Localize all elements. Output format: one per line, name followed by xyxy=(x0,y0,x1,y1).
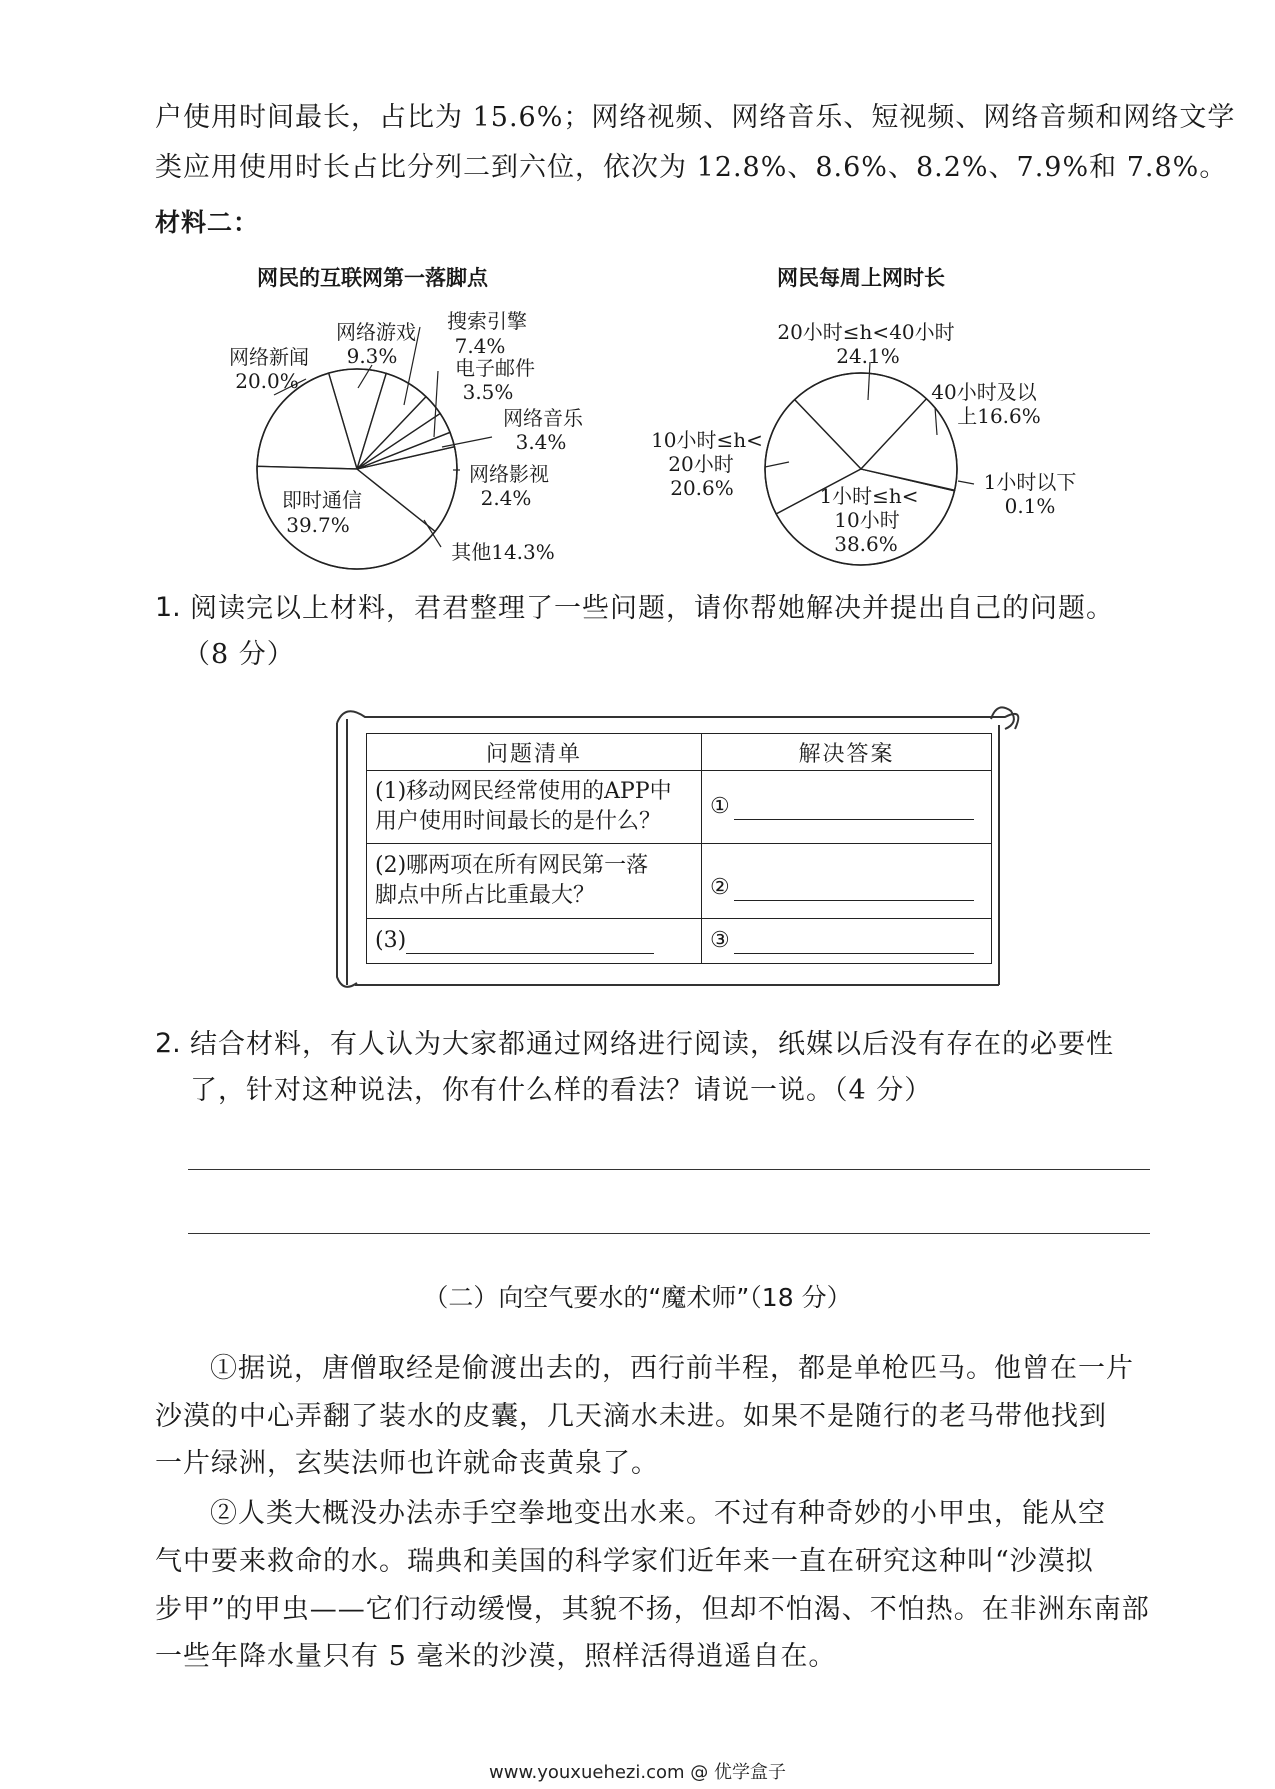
header-question-list: 问题清单 xyxy=(367,734,702,771)
paragraph-1-line-1: ①据说，唐僧取经是偷渡出去的，西行前半程，都是单枪匹马。他曾在一片 xyxy=(210,1353,1134,1384)
paragraph-1-line-2: 沙漠的中心弄翻了装水的皮囊，几天滴水未进。如果不是随行的老马带他找到 xyxy=(155,1401,1107,1432)
answer-2-marker: ② xyxy=(710,875,730,900)
scroll-right-curl xyxy=(991,707,1014,729)
question-1-points: （8 分） xyxy=(183,639,295,670)
question-answer-table xyxy=(366,733,992,964)
answer-line-1[interactable] xyxy=(188,1169,1150,1170)
label-h1-mid: 10小时 xyxy=(834,508,900,532)
intro-line-1: 户使用时间最长，占比为 15.6%；网络视频、网络音乐、短视频、网络音频和网络文学 xyxy=(155,102,1236,133)
question-1-number: 1. xyxy=(155,592,181,623)
question-cell-1 xyxy=(367,771,702,844)
paragraph-2-line-4: 一些年降水量只有 5 毫米的沙漠，照样活得逍遥自在。 xyxy=(155,1641,837,1672)
label-video: 网络影视 xyxy=(469,462,549,486)
label-im: 即时通信 xyxy=(282,488,362,512)
label-h10-mid: 20小时 xyxy=(668,452,734,476)
label-game: 网络游戏 xyxy=(336,320,416,344)
question-1-line-2: 用户使用时间最长的是什么？ xyxy=(375,809,662,834)
label-h10-value: 20.6% xyxy=(670,476,734,500)
label-hlow-value: 0.1% xyxy=(1004,494,1056,518)
label-h40: 40小时及以 xyxy=(931,380,1037,404)
label-h1-value: 38.6% xyxy=(834,532,898,556)
question-2-line-2: 脚点中所占比重最大？ xyxy=(375,883,596,908)
table-header-row xyxy=(367,734,992,771)
header-answer: 解决答案 xyxy=(702,734,992,771)
label-search-value: 7.4% xyxy=(454,334,506,358)
label-news-value: 20.0% xyxy=(235,369,299,393)
label-email-value: 3.5% xyxy=(462,380,514,404)
question-2-line-2-text: 了，针对这种说法，你有什么样的看法？请说一说。（4 分） xyxy=(190,1075,933,1106)
label-video-value: 2.4% xyxy=(480,486,532,510)
question-3-blank[interactable] xyxy=(406,928,654,954)
answer-line-2[interactable] xyxy=(188,1233,1150,1234)
label-search: 搜索引擎 xyxy=(447,309,527,333)
label-h1: 1小时≤h< xyxy=(819,484,919,508)
table-row xyxy=(367,919,992,964)
paragraph-1-line-3: 一片绿洲，玄奘法师也许就命丧黄泉了。 xyxy=(155,1448,659,1479)
paragraph-2-line-1: ②人类大概没办法赤手空拳地变出水来。不过有种奇妙的小甲虫，能从空 xyxy=(210,1498,1106,1529)
label-h10: 10小时≤h< xyxy=(651,428,763,452)
answer-2-blank[interactable] xyxy=(734,875,974,901)
answer-cell-1[interactable] xyxy=(702,771,992,844)
label-h20-value: 24.1% xyxy=(836,344,900,368)
question-2-line-1-text: 结合材料，有人认为大家都通过网络进行阅读，纸媒以后没有存在的必要性 xyxy=(190,1029,1114,1060)
table-row xyxy=(367,771,992,844)
material-2-label: 材料二： xyxy=(155,208,260,237)
paragraph-2-line-2: 气中要来救命的水。瑞典和美国的科学家们近年来一直在研究这种叫“沙漠拟 xyxy=(155,1546,1094,1577)
question-cell-2 xyxy=(367,844,702,919)
leader-line-hlow xyxy=(958,481,974,484)
label-other: 其他14.3% xyxy=(451,540,555,564)
section-2-title: （二）向空气要水的“魔术师”（18 分） xyxy=(423,1283,852,1312)
pie-chart-first-destination xyxy=(0,300,640,580)
label-music-value: 3.4% xyxy=(515,430,567,454)
intro-line-2: 类应用使用时长占比分列二到六位，依次为 12.8%、8.6%、8.2%、7.9%和 7.8%。 xyxy=(155,152,1228,183)
label-email: 电子邮件 xyxy=(455,356,535,380)
answer-3-blank[interactable] xyxy=(734,928,974,954)
question-2-number: 2. xyxy=(155,1028,181,1059)
answer-1-blank[interactable] xyxy=(734,794,974,820)
question-3-label: (3) xyxy=(375,928,407,953)
label-music: 网络音乐 xyxy=(503,406,583,430)
label-news: 网络新闻 xyxy=(229,345,309,369)
table-row xyxy=(367,844,992,919)
pie-chart-weekly-hours xyxy=(640,300,1275,580)
scroll-top-edge xyxy=(337,711,1018,729)
answer-cell-3[interactable] xyxy=(702,919,992,964)
question-1-line-1: (1)移动网民经常使用的APP中 xyxy=(375,779,672,804)
answer-1-marker: ① xyxy=(710,794,730,819)
question-2-line-1: (2)哪两项在所有网民第一落 xyxy=(375,853,649,878)
question-cell-3[interactable] xyxy=(367,919,702,964)
label-im-value: 39.7% xyxy=(286,513,350,537)
label-h40-value: 上16.6% xyxy=(957,404,1041,428)
footer-watermark: www.youxuehezi.com @ 优学盒子 xyxy=(489,1762,786,1783)
label-h20: 20小时≤h<40小时 xyxy=(777,320,955,344)
chart-2-title: 网民每周上网时长 xyxy=(777,266,945,290)
answer-3-marker: ③ xyxy=(710,928,730,953)
label-game-value: 9.3% xyxy=(346,344,398,368)
chart-1-title: 网民的互联网第一落脚点 xyxy=(257,266,488,290)
paragraph-2-line-3: 步甲”的甲虫——它们行动缓慢，其貌不扬，但却不怕渴、不怕热。在非洲东南部 xyxy=(155,1594,1150,1625)
answer-cell-2[interactable] xyxy=(702,844,992,919)
question-1-text: 阅读完以上材料，君君整理了一些问题，请你帮她解决并提出自己的问题。 xyxy=(190,593,1114,624)
label-hlow: 1小时以下 xyxy=(983,470,1077,494)
